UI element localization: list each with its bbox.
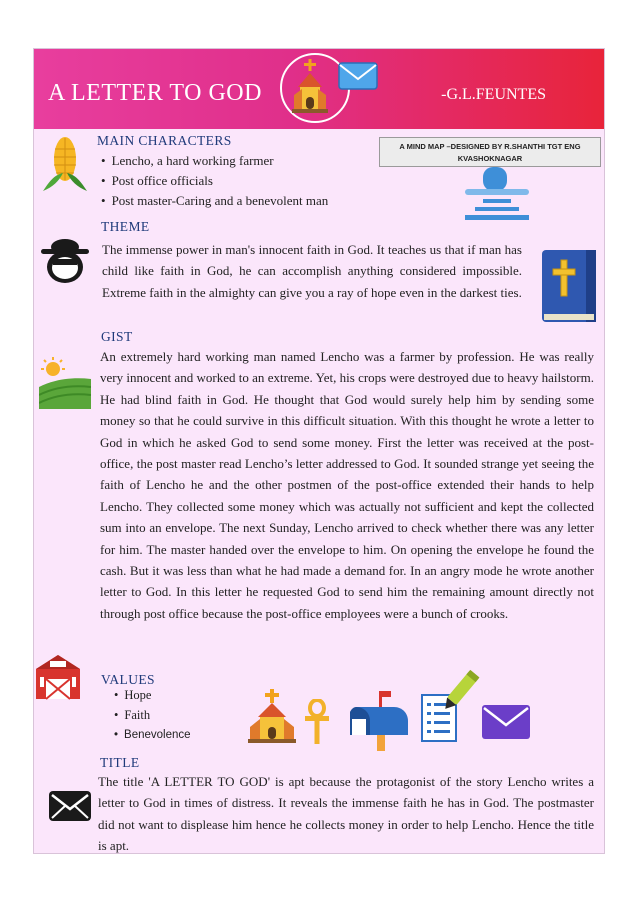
gist-heading: GIST (101, 329, 133, 344)
envelope-icon (480, 703, 532, 741)
farm-field-sun-icon (39, 357, 91, 409)
mind-map-page (33, 48, 605, 854)
corn-icon (41, 135, 89, 193)
envelope-icon (338, 59, 378, 91)
envelope-icon (48, 790, 92, 822)
theme-heading: THEME (101, 219, 150, 234)
podium-icon (459, 167, 535, 223)
list-item: • Post master-Caring and a benevolent man (101, 191, 381, 211)
credit-line-2: KVASHOKNAGAR (457, 154, 523, 163)
title-heading: TITLE (100, 755, 140, 770)
theme-text: The immense power in man's innocent faith in God. It teaches us that if man has child like faith in God, he can accomplish anything considered impossible. Extreme faith in the almighty can give you a ray of hope even in the darkest ties. (102, 242, 522, 300)
list-item: • Benevolence (114, 725, 234, 745)
title-text: The title 'A LETTER TO GOD' is apt because the protagonist of the story Lencho writes a letter to God in times of distress. It reveals the immense faith he has in God. The postmaster did not want to displease him hence he collects money in order to help Lencho. Hence the title is apt. (98, 774, 594, 854)
barn-icon (34, 653, 82, 701)
list-item: • Lencho, a hard working farmer (101, 151, 381, 171)
characters-list (101, 151, 381, 211)
characters-heading: MAIN CHARACTERS (97, 133, 232, 148)
mailbox-icon (350, 689, 410, 753)
credit-box (379, 137, 601, 167)
list-item: • Faith (114, 705, 234, 725)
values-list (114, 685, 234, 745)
church-icon (292, 59, 328, 115)
author-name: -G.L.FEUNTES (441, 86, 546, 103)
list-item: • Hope (114, 685, 234, 705)
letter-pen-icon (418, 669, 480, 745)
bible-icon (540, 248, 598, 324)
church-icon (248, 689, 296, 745)
title-banner (34, 49, 604, 129)
credit-line-1: A MIND MAP –DESIGNED BY R.SHANTHI TGT ENG (399, 142, 581, 151)
list-item: • Post office officials (101, 171, 381, 191)
values-heading: VALUES (101, 672, 155, 687)
ankh-icon (304, 699, 330, 745)
page-title: A LETTER TO GOD (48, 80, 262, 106)
farmer-hat-icon (39, 235, 91, 287)
gist-text: An extremely hard working man named Lencho was a farmer by profession. He was really very innocent and worked to an extreme. Yet, his crops were destroyed due to heavy hailstorm. He had blind faith in God. He thought that God would surely help him by sending some money so that he could survive in this difficult situation. With this thought he wrote a letter to God in which he asked God to send some money. First the letter was received at the post-office, the post master read Lencho’s letter addressed to God. It sounded strange yet seeing the faith of Lencho he and the other postmen of the post-office extended their hands to help Lencho. They collected some money which was actually not sufficient and kept the collected sum into an envelope. The next Sunday, Lencho arrived to check whether there was any letter for him. The master handed over the envelope to him. On opening the envelope he found the cash. But it was less than what he had made a demand for. In an angry mode he wrote another letter to God. In this letter he requested God to send him the remaining amount directly not through post office because the post-office employees were a bunch of crooks. (100, 349, 594, 621)
